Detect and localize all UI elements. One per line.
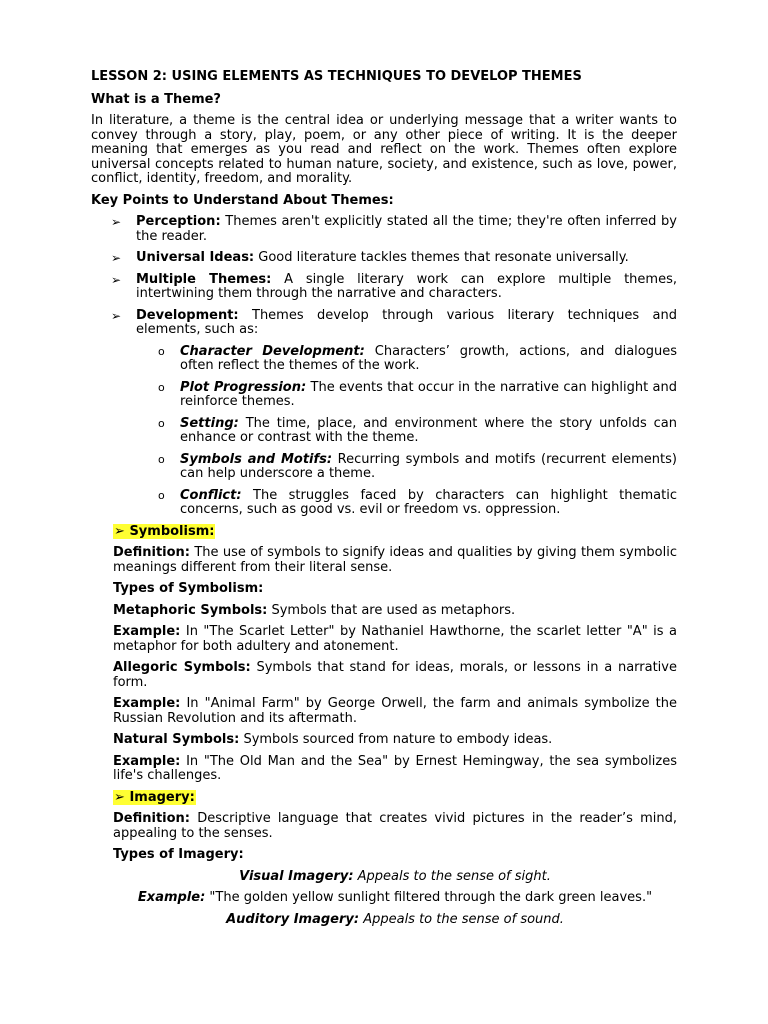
symbol-type-text: Symbols that are used as metaphors. <box>267 602 516 618</box>
list-item <box>136 381 677 410</box>
imagery-definition <box>113 812 677 841</box>
symbol-type-label: Allegoric Symbols: <box>113 660 251 675</box>
key-point-label: Universal Ideas: <box>136 250 255 265</box>
symbol-type-label: Metaphoric Symbols: <box>113 602 268 618</box>
circle-bullet-icon: o <box>158 488 165 502</box>
symbolism-heading-text: Symbolism: <box>129 523 215 539</box>
types-heading-text: Types of Symbolism: <box>113 581 264 596</box>
example-label: Example: <box>137 890 206 905</box>
imagery-example-line <box>113 891 677 906</box>
key-point-text: A single literary work can explore multiple themes, intertwining them through the narrative and characters. <box>136 271 677 301</box>
list-item <box>136 453 677 482</box>
auditory-imagery-text: Appeals to the sense of sound. <box>359 911 564 927</box>
sub-item-text: Recurring symbols and motifs (recurrent elements) can help underscore a theme. <box>180 451 677 481</box>
sub-item-text: Characters’ growth, actions, and dialogues often reflect the themes of the work. <box>180 343 677 373</box>
auditory-imagery-line <box>113 913 677 928</box>
intro-paragraph: In literature, a theme is the central idea or underlying message that a writer wants to convey through a story, play, poem, or any other piece of writing. It is the deeper meaning that emerges as you read and reflect on the work. Themes often explore universal concepts related to human nature, society, and existence, such as love, power, conflict, identity, freedom, and morality. <box>91 113 677 186</box>
imagery-heading <box>113 791 677 806</box>
symbol-type <box>113 661 677 690</box>
list-item <box>91 309 677 518</box>
lesson-title: LESSON 2: USING ELEMENTS AS TECHNIQUES TO DEVELOP THEMES <box>91 69 582 84</box>
circle-bullet-icon: o <box>158 452 165 466</box>
sub-item-text: The events that occur in the narrative can highlight and reinforce themes. <box>180 379 677 409</box>
what-heading: What is a Theme? <box>91 91 221 107</box>
example-text: In "The Scarlet Letter" by Nathaniel Hawthorne, the scarlet letter "A" is a metaphor for both adultery and atonement. <box>113 624 677 654</box>
key-points-heading: Key Points to Understand About Themes: <box>91 192 394 208</box>
definition-text: Descriptive language that creates vivid pictures in the reader’s mind, appealing to the senses. <box>113 811 677 841</box>
sub-item-label: Conflict: <box>180 487 242 503</box>
example-text: "The golden yellow sunlight filtered through the dark green leaves." <box>205 890 653 905</box>
symbolism-definition <box>113 546 677 575</box>
circle-bullet-icon: o <box>158 344 165 358</box>
visual-imagery-label: Visual Imagery: <box>239 868 354 884</box>
key-point-text: Themes develop through various literary techniques and elements, such as: <box>136 307 677 337</box>
key-point-label: Perception: <box>136 214 221 229</box>
arrow-bullet-icon: ➢ <box>111 308 122 323</box>
symbol-example <box>113 697 677 726</box>
definition-text: The use of symbols to signify ideas and qualities by giving them symbolic meanings different from their literal sense. <box>113 545 677 575</box>
circle-bullet-icon: o <box>158 380 165 394</box>
arrow-bullet-icon: ➢ <box>111 215 122 229</box>
symbolism-types-heading <box>113 582 677 597</box>
imagery-highlight <box>113 790 196 805</box>
key-point-label: Development: <box>136 307 239 323</box>
list-item <box>91 215 677 244</box>
arrow-bullet-icon: ➢ <box>111 251 122 265</box>
arrow-bullet-icon: ➢ <box>111 272 122 287</box>
key-point-text: Themes aren't explicitly stated all the time; they're often inferred by the reader. <box>136 214 677 244</box>
sub-item-label: Plot Progression: <box>180 379 307 395</box>
list-item <box>136 345 677 374</box>
example-label: Example: <box>113 753 181 769</box>
sub-item-label: Setting: <box>180 415 239 431</box>
arrow-bullet-icon: ➢ <box>114 523 125 539</box>
definition-label: Definition: <box>113 811 191 826</box>
development-sublist <box>136 345 677 518</box>
sub-item-label: Character Development: <box>180 343 365 359</box>
key-point-label: Multiple Themes: <box>136 271 272 287</box>
imagery-types-heading <box>113 848 677 863</box>
imagery-heading-text: Imagery: <box>129 789 195 805</box>
symbol-type-text: Symbols that stand for ideas, morals, or lessons in a narrative form. <box>113 660 677 690</box>
symbol-example <box>113 755 677 784</box>
sub-item-text: The struggles faced by characters can highlight thematic concerns, such as good vs. evil or freedom vs. oppression. <box>180 487 677 517</box>
symbol-type-text: Symbols sourced from nature to embody ideas. <box>239 732 553 747</box>
example-label: Example: <box>113 624 181 639</box>
definition-label: Definition: <box>113 545 191 560</box>
symbol-type-label: Natural Symbols: <box>113 732 240 747</box>
sub-item-text: The time, place, and environment where the story unfolds can enhance or contrast with the theme. <box>180 415 677 445</box>
types-heading-text: Types of Imagery: <box>113 847 244 862</box>
symbol-type <box>113 733 677 748</box>
key-point-text: Good literature tackles themes that resonate universally. <box>254 250 629 265</box>
symbolism-heading <box>113 525 677 540</box>
symbolism-section <box>113 546 677 784</box>
visual-imagery-line <box>113 870 677 885</box>
arrow-bullet-icon: ➢ <box>114 789 125 805</box>
example-label: Example: <box>113 696 181 711</box>
key-points-list <box>91 215 677 518</box>
imagery-section <box>113 812 677 863</box>
document-body <box>91 70 677 934</box>
example-text: In "The Old Man and the Sea" by Ernest Hemingway, the sea symbolizes life's challenges. <box>113 753 677 783</box>
list-item <box>91 273 677 302</box>
circle-bullet-icon: o <box>158 416 165 430</box>
visual-imagery-text: Appeals to the sense of sight. <box>353 868 551 884</box>
example-text: In "Animal Farm" by George Orwell, the farm and animals symbolize the Russian Revolution and its aftermath. <box>113 696 677 726</box>
list-item <box>136 417 677 446</box>
sub-item-label: Symbols and Motifs: <box>180 451 333 467</box>
auditory-imagery-label: Auditory Imagery: <box>226 911 360 927</box>
list-item <box>91 251 677 266</box>
symbolism-highlight <box>113 524 215 539</box>
list-item <box>136 489 677 518</box>
symbol-type <box>113 604 677 619</box>
symbol-example <box>113 625 677 654</box>
